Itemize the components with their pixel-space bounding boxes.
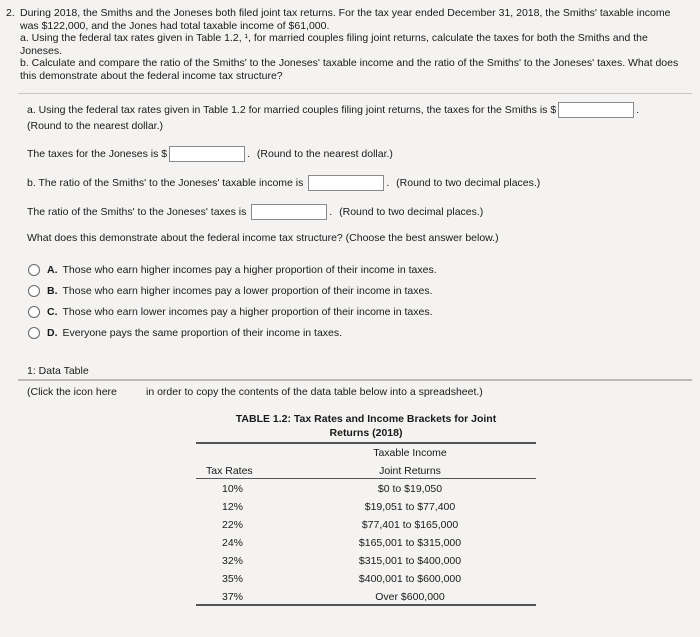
radio-button[interactable]	[28, 264, 40, 276]
question-part-b: b. Calculate and compare the ratio of the Smiths' to the Joneses' taxable income and the ratio of the Smiths' to the Joneses' taxes. What does this demonstrate about the federal income tax structure?	[20, 57, 679, 82]
tax-rate-cell: 35%	[222, 573, 244, 585]
tax-rate-cell: 22%	[222, 519, 244, 531]
income-ratio-input[interactable]	[308, 175, 384, 191]
tax-ratio-input[interactable]	[251, 204, 327, 220]
col-header-top: Taxable Income	[373, 447, 447, 459]
table-bottom-rule	[196, 604, 536, 606]
option-b[interactable]	[28, 285, 433, 297]
income-bracket-cell: $19,051 to $77,400	[364, 501, 456, 513]
joneses-tax-input[interactable]	[169, 146, 245, 162]
joneses-tax-hint: (Round to the nearest dollar.)	[256, 147, 393, 160]
option-text: Everyone pays the same proportion of their income in taxes.	[62, 327, 343, 339]
answer-row-joneses-tax: The taxes for the Joneses is $ . (Round to the nearest dollar.)	[27, 146, 393, 162]
option-letter: D.	[47, 327, 58, 339]
tax-rate-cell: 37%	[222, 591, 244, 603]
option-letter: C.	[47, 306, 58, 318]
col-header-joint-returns: Joint Returns	[379, 465, 441, 477]
col-header-tax-rates: Tax Rates	[206, 465, 253, 477]
option-a[interactable]	[28, 264, 437, 276]
option-c[interactable]	[28, 306, 433, 318]
smiths-tax-input[interactable]	[558, 102, 634, 118]
smiths-tax-hint: (Round to the nearest dollar.)	[27, 120, 163, 132]
table-top-rule	[196, 442, 536, 444]
question-stem: During 2018, the Smiths and the Joneses both filed joint tax returns. For the tax year ended December 31, 2018, the Smiths' taxable income was $122,000, and the Jones had total taxable income of $61,000.	[20, 7, 671, 32]
income-ratio-label: b. The ratio of the Smiths' to the Joneses' taxable income is	[27, 176, 304, 189]
copy-hint: in order to copy the contents of the data table below into a spreadsheet.)	[146, 386, 483, 398]
tax-rate-cell: 32%	[222, 555, 244, 567]
tax-ratio-hint: (Round to two decimal places.)	[339, 205, 484, 218]
question-text	[6, 7, 692, 82]
table-title-line-2: Returns (2018)	[329, 427, 403, 439]
option-d[interactable]	[28, 327, 342, 339]
option-text: Those who earn lower incomes pay a higher proportion of their income in taxes.	[62, 306, 433, 318]
tax-rate-cell: 12%	[222, 501, 244, 513]
tax-rate-cell: 10%	[222, 483, 244, 495]
table-header-rule	[196, 478, 536, 479]
income-ratio-hint: (Round to two decimal places.)	[396, 176, 541, 189]
radio-button[interactable]	[28, 327, 40, 339]
option-text: Those who earn higher incomes pay a lower proportion of their income in taxes.	[62, 285, 433, 297]
option-letter: B.	[47, 285, 58, 297]
question-part-a: a. Using the federal tax rates given in Table 1.2, ¹, for married couples filing joint returns, calculate the taxes for both the Smiths and the Joneses.	[20, 32, 648, 57]
question-number: 2.	[6, 7, 15, 19]
income-bracket-cell: Over $600,000	[375, 591, 445, 603]
income-bracket-cell: $400,001 to $600,000	[358, 573, 462, 585]
table-title	[196, 412, 536, 440]
smiths-tax-label: a. Using the federal tax rates given in Table 1.2 for married couples filing joint returns, the taxes for the Smiths is $	[27, 103, 557, 116]
option-letter: A.	[47, 264, 58, 276]
tax-ratio-label: The ratio of the Smiths' to the Joneses' taxes is	[27, 205, 247, 218]
income-bracket-cell: $315,001 to $400,000	[358, 555, 462, 567]
copy-icon-link[interactable]: (Click the icon here	[27, 386, 117, 398]
radio-button[interactable]	[28, 285, 40, 297]
income-bracket-cell: $165,001 to $315,000	[358, 537, 462, 549]
answer-row-tax-ratio: The ratio of the Smiths' to the Joneses' taxes is . (Round to two decimal places.)	[27, 204, 483, 220]
tax-rate-cell: 24%	[222, 537, 244, 549]
radio-button[interactable]	[28, 306, 40, 318]
answer-row-income-ratio: b. The ratio of the Smiths' to the Joneses' taxable income is . (Round to two decimal places.)	[27, 175, 540, 191]
option-text: Those who earn higher incomes pay a higher proportion of their income in taxes.	[62, 264, 437, 276]
data-table-bar	[18, 379, 692, 381]
answer-row-smiths-tax: a. Using the federal tax rates given in Table 1.2 for married couples filing joint returns, the taxes for the Smiths is $ .	[27, 102, 639, 118]
joneses-tax-label: The taxes for the Joneses is $	[27, 147, 168, 160]
section-divider	[18, 93, 692, 94]
income-bracket-cell: $77,401 to $165,000	[361, 519, 459, 531]
choice-prompt: What does this demonstrate about the federal income tax structure? (Choose the best answer below.)	[27, 232, 499, 244]
table-title-line-1: TABLE 1.2: Tax Rates and Income Brackets for Joint	[235, 413, 497, 425]
income-bracket-cell: $0 to $19,050	[377, 483, 443, 495]
data-table-heading: 1: Data Table	[27, 365, 89, 377]
